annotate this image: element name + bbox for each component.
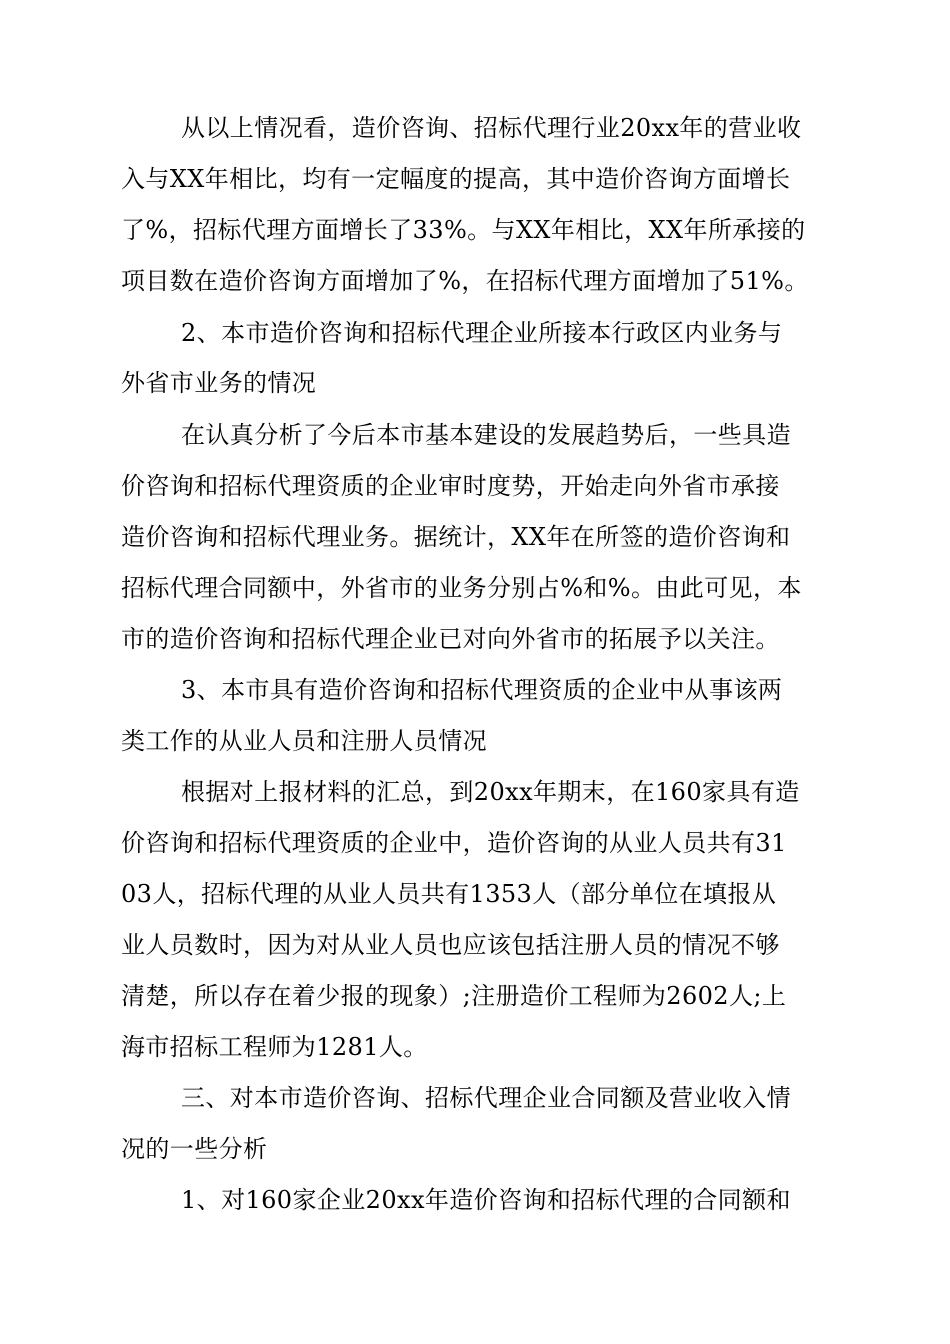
text-line: 2、本市造价咨询和招标代理企业所接本行政区内业务与 (181, 319, 783, 347)
text-line: 招标代理合同额中，外省市的业务分别占%和%。由此可见，本 (121, 574, 802, 602)
text-line: 三、对本市造价咨询、招标代理企业合同额及营业收入情 (181, 1084, 791, 1112)
text-line: 类工作的从业人员和注册人员情况 (121, 727, 487, 755)
text-line: 在认真分析了今后本市基本建设的发展趋势后，一些具造 (181, 421, 791, 449)
text-line: 3、本市具有造价咨询和招标代理资质的企业中从事该两 (181, 676, 783, 704)
text-line: 03人，招标代理的从业人员共有1353人（部分单位在填报从 (121, 880, 777, 908)
text-line: 根据对上报材料的汇总，到20xx年期末，在160家具有造 (181, 778, 800, 806)
text-line: 价咨询和招标代理资质的企业中，造价咨询的从业人员共有31 (121, 829, 787, 857)
text-line: 市的造价咨询和招标代理企业已对向外省市的拓展予以关注。 (121, 625, 780, 653)
text-line: 况的一些分析 (121, 1135, 268, 1163)
text-line: 入与XX年相比，均有一定幅度的提高，其中造价咨询方面增长 (121, 165, 791, 193)
text-line: 造价咨询和招标代理业务。据统计，XX年在所签的造价咨询和 (121, 523, 791, 551)
text-line: 清楚，所以存在着少报的现象）;注册造价工程师为2602人;上 (121, 982, 787, 1010)
text-line: 1、对160家企业20xx年造价咨询和招标代理的合同额和 (181, 1186, 791, 1214)
text-line: 外省市业务的情况 (121, 369, 317, 397)
text-line: 海市招标工程师为1281人。 (121, 1033, 428, 1061)
text-line: 了%，招标代理方面增长了33%。与XX年相比，XX年所承接的 (121, 216, 806, 244)
text-line: 价咨询和招标代理资质的企业审时度势，开始走向外省市承接 (121, 472, 780, 500)
text-line: 业人员数时，因为对从业人员也应该包括注册人员的情况不够 (121, 931, 780, 959)
text-line: 项目数在造价咨询方面增加了%，在招标代理方面增加了51%。 (121, 267, 809, 295)
text-line: 从以上情况看，造价咨询、招标代理行业20xx年的营业收 (181, 114, 802, 142)
